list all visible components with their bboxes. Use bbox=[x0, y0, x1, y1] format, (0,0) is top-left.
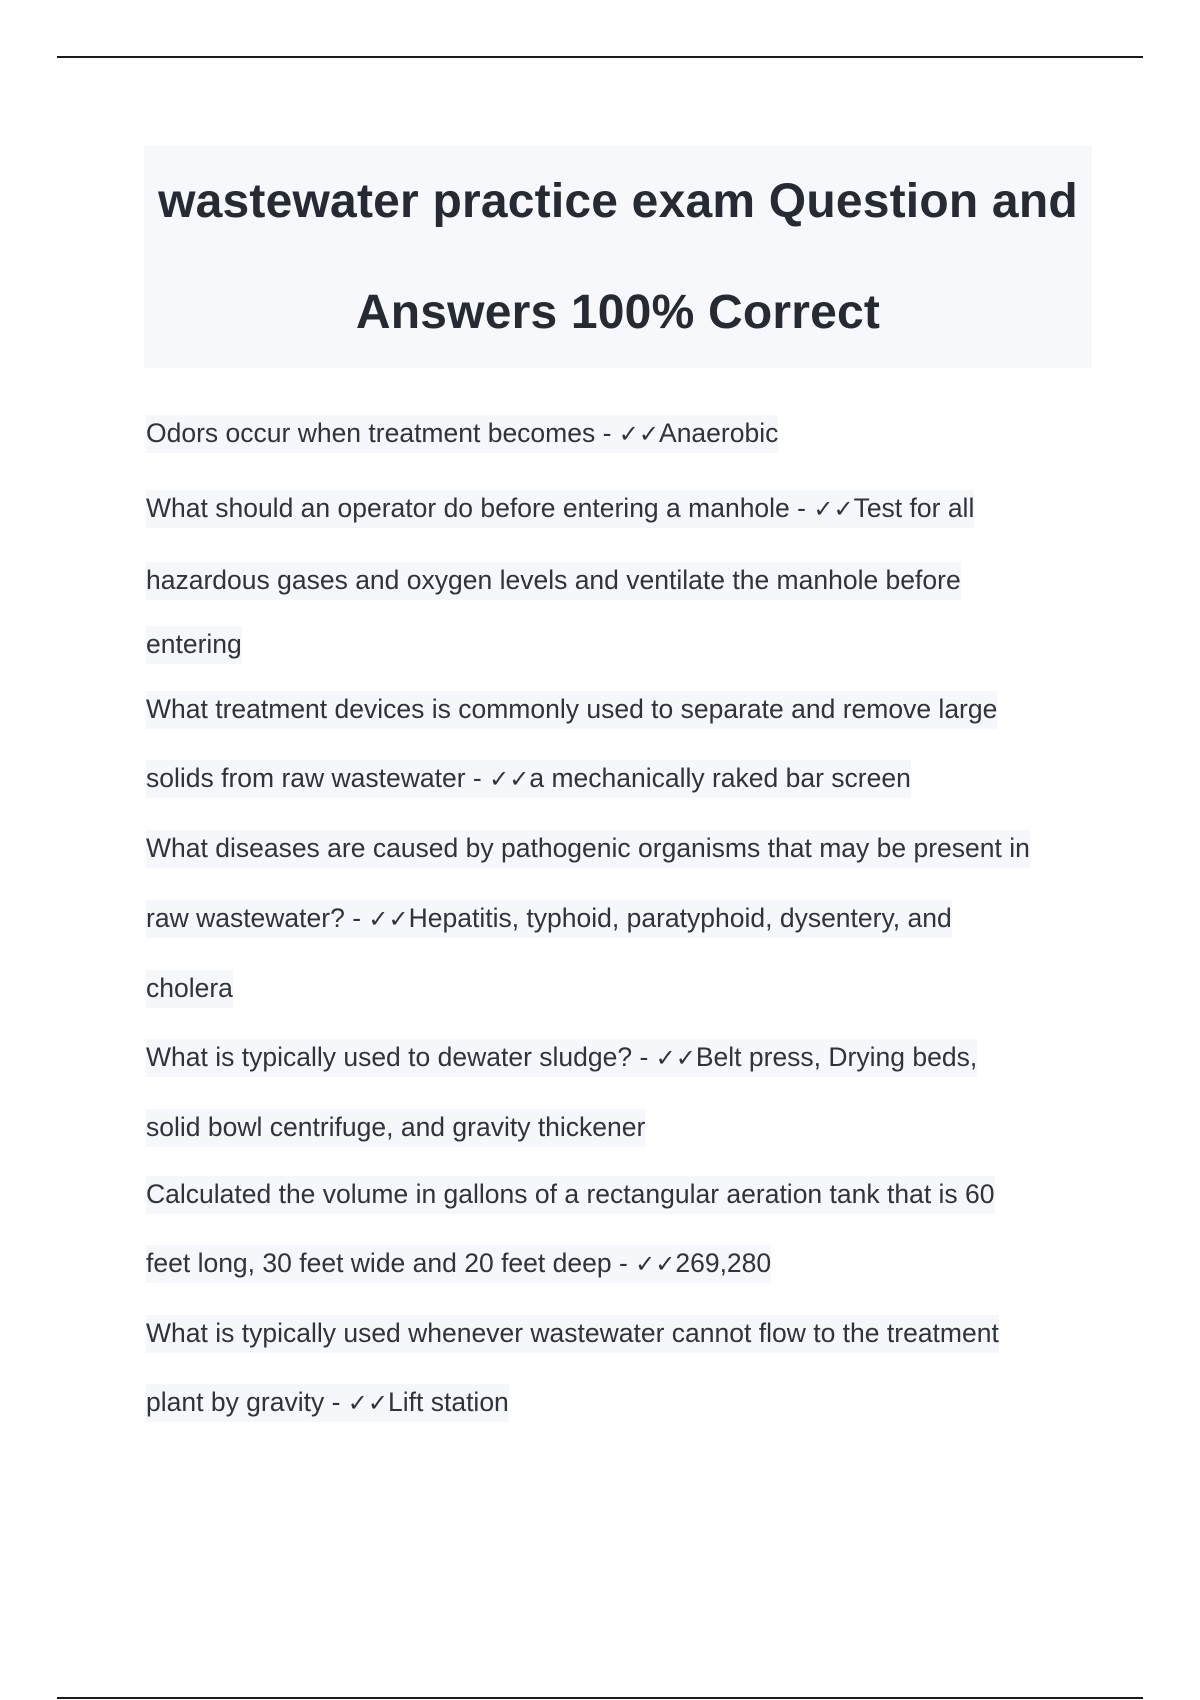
qa-line-q4c bbox=[146, 973, 233, 1004]
bottom-rule bbox=[57, 1697, 1143, 1699]
qa-answer: Belt press, Drying beds, bbox=[695, 1042, 978, 1072]
qa-line-q2c bbox=[146, 629, 242, 660]
qa-line-text bbox=[146, 691, 997, 729]
qa-text: What is typically used whenever wastewater cannot flow to the treatment bbox=[146, 1318, 999, 1348]
qa-text: entering bbox=[146, 629, 242, 659]
qa-text: cholera bbox=[146, 973, 233, 1003]
double-check-icon: ✓✓ bbox=[635, 1250, 676, 1278]
double-check-icon: ✓✓ bbox=[347, 1389, 388, 1417]
qa-text: What diseases are caused by pathogenic organisms that may be present in bbox=[146, 833, 1030, 863]
title-block bbox=[144, 146, 1092, 368]
qa-line-text bbox=[146, 562, 961, 600]
qa-text: hazardous gases and oxygen levels and ventilate the manhole before bbox=[146, 565, 961, 595]
qa-line-text bbox=[146, 1384, 509, 1422]
qa-question: plant by gravity - bbox=[146, 1387, 348, 1417]
qa-line-text bbox=[146, 1109, 645, 1147]
qa-question: Odors occur when treatment becomes - bbox=[146, 418, 619, 448]
qa-line-text bbox=[146, 1039, 977, 1077]
qa-question: solids from raw wastewater - bbox=[146, 763, 490, 793]
qa-answer: Lift station bbox=[388, 1387, 509, 1417]
qa-text: What treatment devices is commonly used to separate and remove large bbox=[146, 694, 998, 724]
qa-answer: 269,280 bbox=[675, 1248, 772, 1278]
qa-line-text bbox=[146, 830, 1030, 868]
qa-line-text bbox=[146, 900, 952, 938]
top-rule bbox=[57, 56, 1143, 58]
qa-line-text bbox=[146, 1315, 999, 1353]
qa-line-q5a bbox=[146, 1042, 977, 1073]
qa-line-text bbox=[146, 760, 911, 798]
double-check-icon: ✓✓ bbox=[655, 1044, 696, 1072]
qa-line-q2a bbox=[146, 493, 974, 524]
qa-line-text bbox=[146, 970, 233, 1008]
qa-question: What should an operator do before entering a manhole - bbox=[146, 493, 814, 523]
qa-line-q6b bbox=[146, 1248, 771, 1279]
qa-line-q3a bbox=[146, 694, 997, 725]
document-title-line-1: wastewater practice exam Question and bbox=[158, 175, 1078, 228]
qa-answer: Anaerobic bbox=[659, 418, 779, 448]
qa-answer: Test for all bbox=[853, 493, 975, 523]
qa-line-q2b bbox=[146, 565, 961, 596]
qa-line-q1a bbox=[146, 418, 778, 449]
qa-question: raw wastewater? - bbox=[146, 903, 369, 933]
qa-line-text bbox=[146, 490, 974, 528]
qa-line-q3b bbox=[146, 763, 911, 794]
qa-line-q7a bbox=[146, 1318, 999, 1349]
qa-line-text bbox=[146, 1176, 995, 1214]
qa-line-text bbox=[146, 626, 242, 664]
qa-answer: a mechanically raked bar screen bbox=[529, 763, 911, 793]
qa-line-q4a bbox=[146, 833, 1030, 864]
document-title-line-2: Answers 100% Correct bbox=[355, 286, 881, 339]
double-check-icon: ✓✓ bbox=[368, 905, 409, 933]
qa-text: Calculated the volume in gallons of a rectangular aeration tank that is 60 bbox=[146, 1179, 995, 1209]
qa-text: solid bowl centrifuge, and gravity thickener bbox=[146, 1112, 646, 1142]
qa-question: feet long, 30 feet wide and 20 feet deep - bbox=[146, 1248, 636, 1278]
qa-answer: Hepatitis, typhoid, paratyphoid, dysentery, and bbox=[408, 903, 952, 933]
qa-line-q5b bbox=[146, 1112, 645, 1143]
qa-line-text bbox=[146, 1245, 771, 1283]
qa-line-q7b bbox=[146, 1387, 509, 1418]
qa-line-q4b bbox=[146, 903, 952, 934]
qa-question: What is typically used to dewater sludge? - bbox=[146, 1042, 656, 1072]
double-check-icon: ✓✓ bbox=[489, 765, 530, 793]
qa-line-text bbox=[146, 415, 778, 453]
qa-line-q6a bbox=[146, 1179, 995, 1210]
double-check-icon: ✓✓ bbox=[618, 420, 660, 448]
double-check-icon: ✓✓ bbox=[813, 495, 854, 523]
